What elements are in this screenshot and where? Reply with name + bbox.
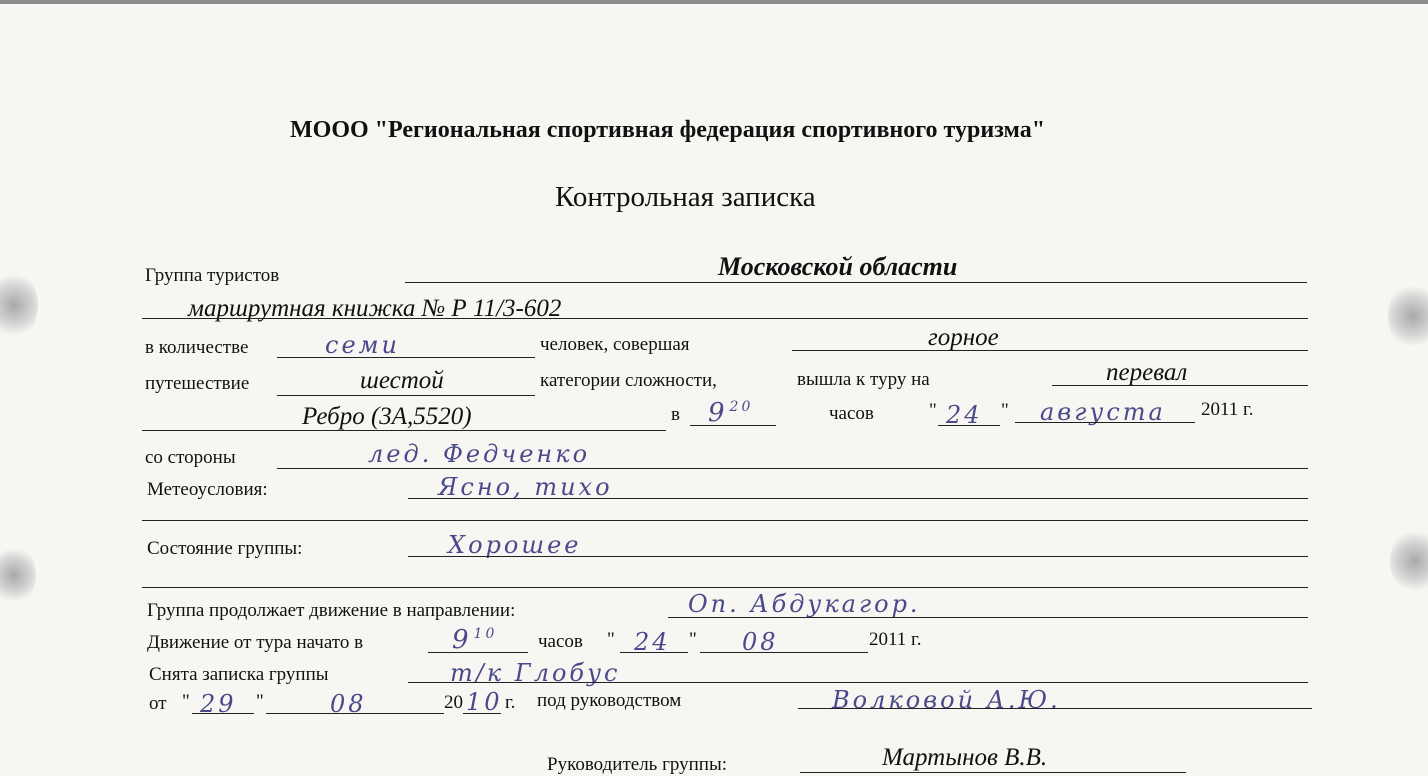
from-day-value: 29 (200, 690, 237, 718)
weather-underline (408, 498, 1308, 499)
organization-heading: МООО "Региональная спортивная федерация спортивного туризма" (290, 117, 1046, 143)
start-time-value (452, 627, 497, 653)
start-month-underline (700, 652, 868, 653)
lead-value: Волковой А.Ю. (832, 686, 1061, 714)
day-underline (938, 425, 1000, 426)
trip-label: путешествие (145, 373, 250, 394)
from-year-hand: 10 (466, 688, 503, 716)
start-day-quote-open: " (607, 629, 615, 650)
start-hours-label: часов (538, 631, 583, 652)
group-value: Московской области (718, 252, 958, 281)
direction-underline (668, 617, 1308, 618)
category-label: категории сложности, (540, 370, 717, 391)
from-month-value: 08 (330, 690, 367, 718)
start-hour: 9 (452, 625, 472, 655)
day-value: 24 (946, 401, 983, 429)
trip-type-underline (792, 350, 1308, 351)
route-book-value: маршрутная книжка № Р 11/3-602 (188, 295, 562, 322)
people-label: человек, совершая (540, 334, 690, 355)
state-value: Хорошее (448, 531, 582, 559)
from-year-prefix: 20 (444, 692, 463, 713)
leader-underline (800, 772, 1186, 773)
pass-value: Ребро (3А,5520) (302, 403, 472, 430)
count-label: в количестве (145, 337, 249, 358)
removed-value: т/к Глобус (450, 659, 621, 687)
tour-value: перевал (1106, 359, 1188, 386)
group-label: Группа туристов (145, 265, 280, 286)
side-underline (277, 468, 1308, 469)
start-day-quote-close: " (689, 629, 697, 650)
state-label: Состояние группы: (147, 538, 303, 559)
category-value: шестой (360, 367, 444, 394)
route-book-underline (142, 318, 1308, 319)
page-title: Контрольная записка (555, 181, 816, 213)
weather-extra-line (142, 520, 1308, 521)
scan-top-edge (0, 0, 1428, 4)
start-day-underline (620, 652, 688, 653)
from-year-underline (463, 713, 501, 714)
from-month-underline (266, 713, 444, 714)
day-quote-open: " (929, 400, 937, 421)
leader-value: Мартынов В.В. (882, 744, 1048, 771)
time-hour: 9 (708, 398, 728, 428)
year-label: 2011 г. (1201, 399, 1254, 420)
start-label: Движение от тура начато в (147, 632, 364, 653)
start-time-underline (428, 652, 528, 653)
direction-label: Группа продолжает движение в направлении: (147, 600, 516, 621)
weather-label: Метеоусловия: (147, 479, 268, 500)
count-underline (277, 357, 535, 358)
from-year-suffix: г. (505, 692, 516, 713)
side-value: лед. Федченко (368, 440, 591, 468)
removed-label: Снята записка группы (149, 664, 329, 685)
hours-label: часов (829, 403, 874, 424)
start-year-label: 2011 г. (869, 629, 922, 650)
time-value (708, 400, 753, 426)
removed-underline (408, 682, 1308, 683)
start-day-value: 24 (634, 628, 671, 656)
lead-label: под руководством (537, 690, 682, 711)
from-label: от (149, 693, 167, 714)
direction-value: Оп. Абдукагор. (688, 590, 921, 618)
time-underline (690, 425, 776, 426)
scan-smudge-right-top (1388, 282, 1428, 350)
state-extra-line (142, 587, 1308, 588)
side-label: со стороны (145, 447, 236, 468)
tour-label: вышла к туру на (797, 369, 930, 390)
from-day-underline (192, 713, 254, 714)
from-day-quote-open: " (182, 691, 190, 712)
category-underline (277, 395, 535, 396)
tour-underline (1052, 385, 1308, 386)
time-minutes: 20 (729, 399, 754, 415)
scan-smudge-left-bottom (0, 545, 36, 605)
scan-smudge-right-bottom (1390, 528, 1428, 594)
weather-value: Ясно, тихо (438, 473, 613, 501)
start-minutes: 10 (473, 626, 498, 642)
start-month-value: 08 (742, 628, 779, 656)
at-label: в (671, 404, 680, 425)
day-quote-close: " (1001, 400, 1009, 421)
month-value: августа (1040, 398, 1166, 426)
state-underline (408, 556, 1308, 557)
lead-underline (798, 708, 1312, 709)
trip-type-value: горное (928, 324, 999, 351)
leader-label: Руководитель группы: (547, 754, 728, 775)
pass-underline (142, 430, 666, 431)
count-value: семи (325, 331, 400, 359)
group-underline (405, 282, 1307, 283)
scan-smudge-left-top (0, 270, 38, 340)
month-underline (1015, 422, 1195, 423)
from-day-quote-close: " (256, 691, 264, 712)
